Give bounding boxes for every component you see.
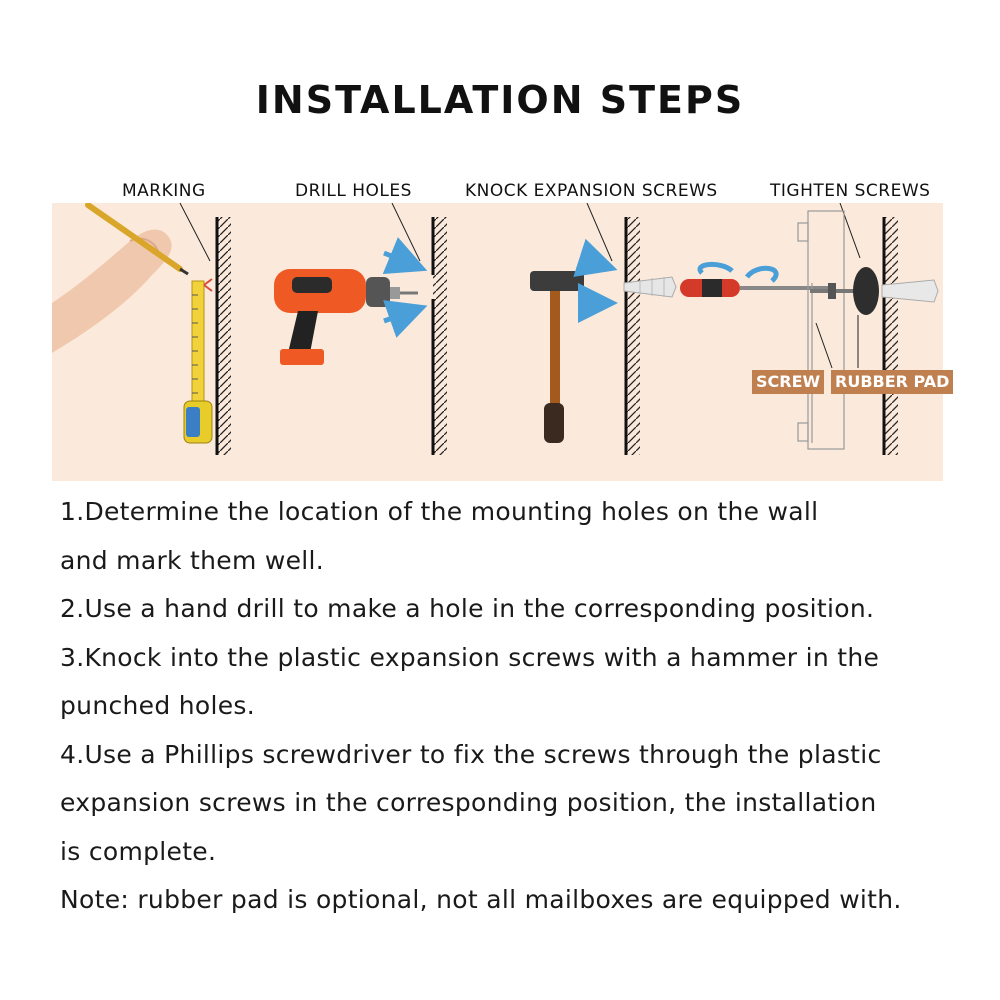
instruction-line: is complete. xyxy=(60,836,217,866)
wall-icon xyxy=(626,217,640,455)
instruction-line: 4.Use a Phillips screwdriver to fix the screws through the plastic xyxy=(60,739,882,769)
wall-icon xyxy=(433,217,447,455)
leader-lines xyxy=(180,203,860,261)
rubber-pad-icon xyxy=(853,267,879,315)
step-label-tighten-screws: TIGHTEN SCREWS xyxy=(770,181,931,201)
instruction-line: 2.Use a hand drill to make a hole in the corresponding position. xyxy=(60,594,875,623)
step-label-drill-holes: DRILL HOLES xyxy=(295,181,412,201)
tape-measure-icon xyxy=(184,279,212,443)
wall-icon xyxy=(884,217,898,455)
instruction-line: 1.Determine the location of the mounting holes on the wall xyxy=(60,497,819,526)
step-label-knock-expansion-screws: KNOCK EXPANSION SCREWS xyxy=(465,181,718,201)
rotate-arrow-icon xyxy=(700,264,776,281)
page-title: INSTALLATION STEPS xyxy=(255,78,745,122)
arrow-icon xyxy=(580,258,608,303)
instruction-line: 3.Knock into the plastic expansion screws with a hammer in the xyxy=(60,642,880,672)
instruction-line: punched holes. xyxy=(60,691,255,720)
tag-rubber-pad: RUBBER PAD xyxy=(831,370,953,394)
tag-screw: SCREW xyxy=(752,370,824,394)
leader-lines xyxy=(816,323,832,368)
illustration-panel xyxy=(52,203,943,481)
instruction-line: and mark them well. xyxy=(60,545,325,575)
instructions xyxy=(60,488,970,925)
screw-icon xyxy=(810,283,858,299)
screwdriver-icon xyxy=(680,279,832,297)
step-label-marking: MARKING xyxy=(122,181,206,201)
hammer-icon xyxy=(530,271,584,443)
instruction-line: expansion screws in the corresponding position, the installation xyxy=(60,788,877,817)
mailbox-outline xyxy=(798,211,844,449)
wall-icon xyxy=(217,217,231,455)
instruction-line: Note: rubber pad is optional, not all mailboxes are equipped with. xyxy=(60,885,902,914)
